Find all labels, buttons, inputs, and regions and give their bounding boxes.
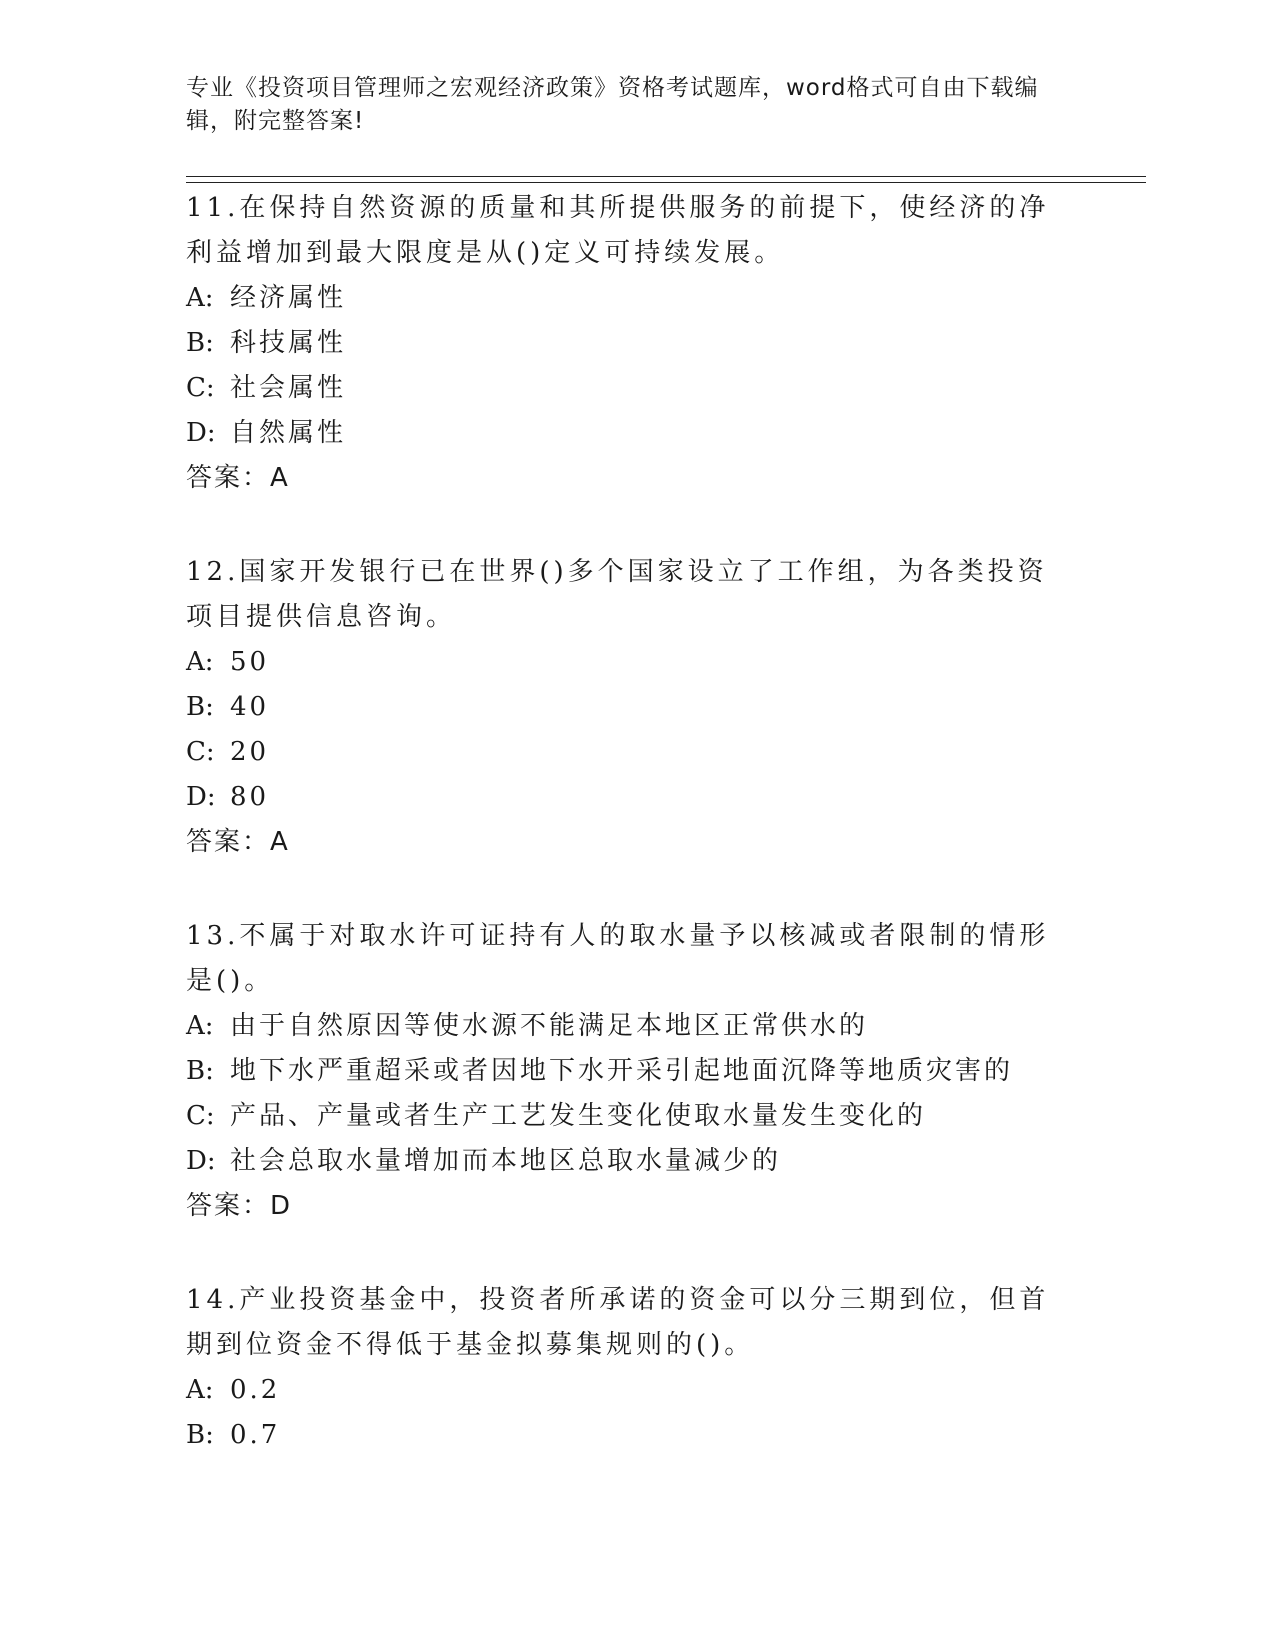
- option-a: [186, 1368, 1066, 1413]
- option-text: 0.2: [230, 1375, 281, 1405]
- question-stem: 12.国家开发银行已在世界()多个国家设立了工作组，为各类投资项目提供信息咨询。: [186, 557, 1048, 632]
- question-stem: 13.不属于对取水许可证持有人的取水量予以核减或者限制的情形是()。: [186, 921, 1050, 996]
- question-11: [186, 186, 1066, 501]
- option-text: 社会属性: [230, 373, 347, 403]
- option-b: [186, 1049, 1066, 1094]
- option-letter: D:: [186, 418, 216, 448]
- option-d: [186, 775, 1066, 820]
- option-text: 0.7: [230, 1420, 281, 1450]
- option-letter: B:: [186, 328, 214, 358]
- option-text: 50: [230, 647, 270, 677]
- option-letter: A:: [186, 283, 214, 313]
- option-d: [186, 411, 1066, 456]
- question-stem: 11.在保持自然资源的质量和其所提供服务的前提下，使经济的净利益增加到最大限度是从()定义可持续发展。: [186, 193, 1050, 268]
- option-a: [186, 640, 1066, 685]
- answer-line: 答案：A: [186, 463, 290, 493]
- header-divider-top: [186, 176, 1146, 177]
- option-text: 地下水严重超采或者因地下水开采引起地面沉降等地质灾害的: [230, 1056, 1014, 1086]
- question-14: [186, 1278, 1066, 1458]
- option-c: [186, 730, 1066, 775]
- option-letter: B:: [186, 1420, 214, 1450]
- answer-line: 答案：D: [186, 1191, 293, 1221]
- option-text: 40: [230, 692, 270, 722]
- option-letter: D:: [186, 782, 216, 812]
- option-a: [186, 1004, 1066, 1049]
- option-text: 经济属性: [230, 283, 347, 313]
- option-b: [186, 685, 1066, 730]
- option-text: 80: [230, 782, 270, 812]
- header-divider-bottom: [186, 182, 1146, 183]
- option-text: 自然属性: [230, 418, 347, 448]
- option-letter: A:: [186, 1375, 214, 1405]
- answer-line: 答案：A: [186, 827, 290, 857]
- option-letter: C:: [186, 373, 215, 403]
- option-letter: B:: [186, 1056, 214, 1086]
- option-letter: A:: [186, 647, 214, 677]
- option-c: [186, 366, 1066, 411]
- option-text: 社会总取水量增加而本地区总取水量减少的: [230, 1146, 782, 1176]
- option-letter: C:: [186, 1101, 215, 1131]
- option-text: 20: [230, 737, 270, 767]
- question-stem: 14.产业投资基金中，投资者所承诺的资金可以分三期到位，但首期到位资金不得低于基金拟募集规则的()。: [186, 1285, 1050, 1360]
- option-text: 科技属性: [230, 328, 347, 358]
- option-letter: C:: [186, 737, 215, 767]
- question-13: [186, 914, 1066, 1229]
- document-header: 专业《投资项目管理师之宏观经济政策》资格考试题库，word格式可自由下载编辑，附完整答案!: [186, 75, 1039, 134]
- question-12: [186, 550, 1066, 865]
- option-c: [186, 1094, 1066, 1139]
- option-letter: B:: [186, 692, 214, 722]
- option-a: [186, 276, 1066, 321]
- option-text: 产品、产量或者生产工艺发生变化使取水量发生变化的: [230, 1101, 927, 1131]
- option-d: [186, 1139, 1066, 1184]
- option-letter: A:: [186, 1011, 214, 1041]
- option-b: [186, 1413, 1066, 1458]
- option-b: [186, 321, 1066, 366]
- option-letter: D:: [186, 1146, 216, 1176]
- option-text: 由于自然原因等使水源不能满足本地区正常供水的: [230, 1011, 869, 1041]
